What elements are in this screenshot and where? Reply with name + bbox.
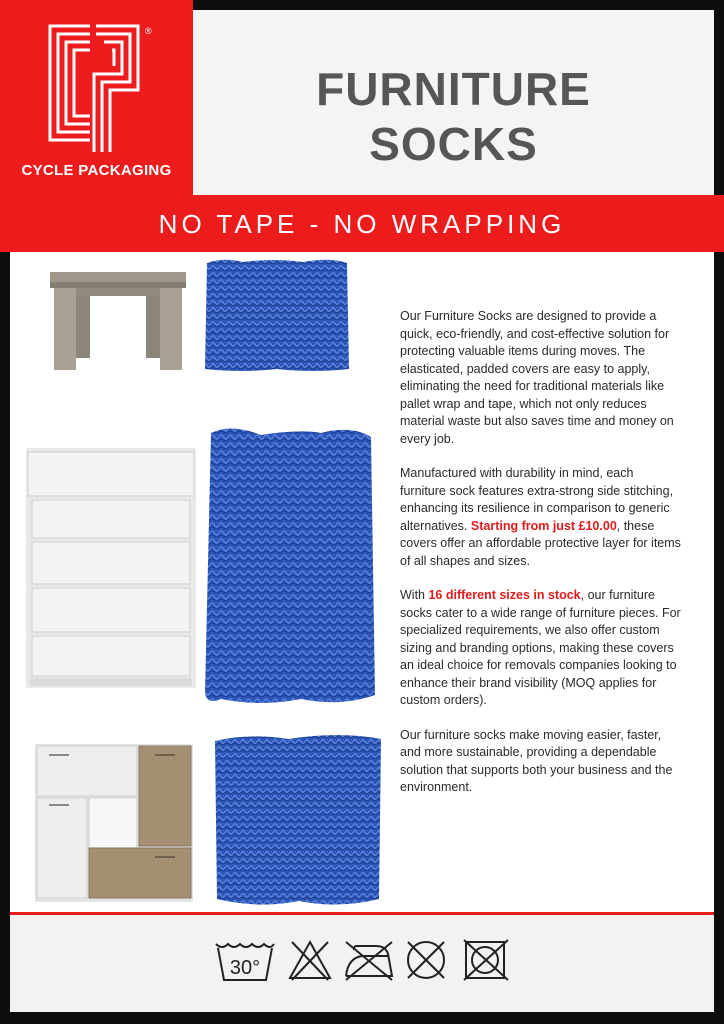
no-dry-clean-icon (402, 938, 450, 982)
registered-mark: ® (145, 26, 152, 36)
paragraph-durability (400, 465, 682, 570)
description-text (400, 308, 682, 814)
side-table-image (48, 270, 188, 372)
brand-name: CYCLE PACKAGING (21, 162, 172, 179)
sock-wide-image (209, 731, 385, 909)
banner-text: NO TAPE - NO WRAPPING (158, 209, 566, 239)
paragraph-intro: Our Furniture Socks are designed to provide a quick, eco-friendly, and cost-effective solution for protecting valuable items during moves. The elasticated, padded covers are easy to apply, eliminating the need for traditional materials like pallet wrap and tape, which not only reduces material waste but also saves time and money on every job. (400, 309, 674, 446)
paragraph-sizes-text: , our furniture socks cater to a wide range of furniture pieces. For specialized requirements, we also offer custom sizing and branding options, making these covers an ideal choice for removals companies looking to enhance their brand visibility (MOQ applies for custom orders). (400, 588, 681, 707)
wash-30-icon (214, 938, 276, 982)
paragraph-durability-text: Manufactured with durability in mind, each furniture sock features extra-strong side stitching, enhancing its resilience in comparison to generic alternatives. (400, 466, 674, 533)
paragraph-sizes-start: With (400, 588, 429, 602)
no-bleach-icon (286, 938, 334, 982)
cycle-packaging-logo-icon (44, 20, 156, 155)
title-panel (193, 10, 714, 195)
page-title (193, 62, 714, 172)
paragraph-sizes (400, 587, 682, 710)
price-highlight: Starting from just £10.00 (470, 518, 617, 533)
chest-of-drawers-image (26, 448, 196, 688)
sock-tall-image (201, 425, 377, 707)
sideboard-image (35, 744, 193, 902)
title-line-1: FURNITURE (316, 63, 591, 115)
no-tumble-dry-icon (462, 938, 510, 982)
sock-small-image (203, 257, 351, 373)
no-iron-icon (342, 938, 396, 982)
logo-panel (0, 0, 193, 195)
banner (0, 195, 724, 252)
wash-temperature: 30° (229, 957, 261, 979)
paragraph-durability-end: , these covers offer an affordable protective layer for items of all shapes and sizes. (400, 518, 681, 568)
paragraph-summary: Our furniture socks make moving easier, faster, and more sustainable, providing a dependable solution that supports both your business and the environment. (400, 727, 673, 794)
title-line-2: SOCKS (369, 118, 538, 170)
sizes-highlight: 16 different sizes in stock (428, 588, 581, 602)
